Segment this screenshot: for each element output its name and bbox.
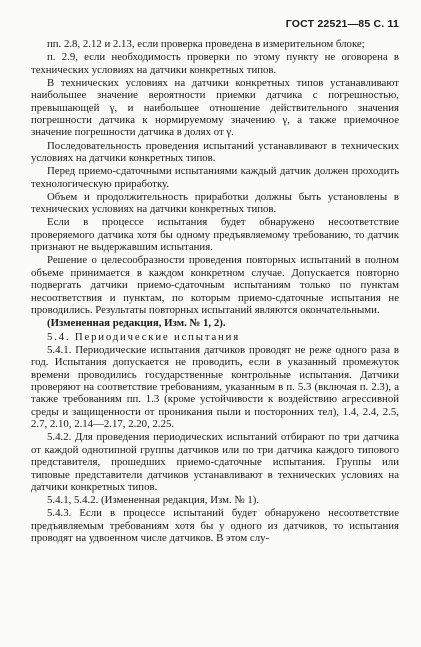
amendment-note: 5.4.1, 5.4.2. (Измененная редакция, Изм. № 1). (47, 494, 260, 507)
paragraph: Объем и продолжительность приработки должны быть установлены в технических условиях на датчики конкретных типов. (31, 190, 399, 216)
paragraph: Если в процессе испытания будет обнаружено несоответствие проверяемого датчика хотя бы одному предъявляемому требованию, то датчик признают не выдержавшим испытания. (31, 216, 399, 254)
page-header: ГОСТ 22521—85 С. 11 (285, 18, 399, 30)
paragraph: Решение о целесообразности проведения повторных испытаний в полном объеме принимается в каждом конкретном случае. Допускается повторно подвергать датчики приемо-сдаточным испытаниям только по пунктам несоответствия и пунктам, по которым приемо-сдаточные испытания не проводились. Результаты повторных испытаний являются окончательными. (31, 254, 399, 317)
section-heading: 5.4. Периодические испытания (47, 330, 240, 343)
paragraph: пп. 2.8, 2.12 и 2.13, если проверка проведена в измерительном блоке; (47, 38, 365, 50)
paragraph: Последовательность проведения испытаний устанавливают в технических условиях на датчики конкретных типов. (31, 139, 399, 165)
paragraph: 5.4.1. Периодические испытания датчиков проводят не реже одного раза в год. Испытания допускается не проводить, если в указанный промежуток времени проводились государственные контрольные испытания. Датчики проверяют на соответствие требованиям, указанным в п. 5.3 (включая п. 2.3), а также требованиям пп. 1.3 (кроме устойчивости к воздействию агрессивной среды и защищенности от проникания пыли и посторонних тел), 1.4, 2.4, 2.5, 2.7, 2.10, 2.14—2.17, 2.20, 2.25. (31, 343, 399, 431)
paragraph: 5.4.3. Если в процессе испытаний будет обнаружено несоответствие предъявляемым требованиям хотя бы у одного из датчиков, то испытания проводят на удвоенном числе датчиков. В этом слу- (31, 507, 399, 545)
document-body (31, 38, 399, 545)
paragraph: В технических условиях на датчики конкретных типов устанавливают наибольшее значение вероятности приемки датчика с погрешностью, превышающей γ, и наибольшее отношение действительного значения погрешности датчика к нормируемому значению γ, а также приемочное значение погрешности датчика в долях от γ. (31, 76, 399, 139)
paragraph: 5.4.2. Для проведения периодических испытаний отбирают по три датчика от каждой однотипной группы датчиков или по три датчика каждого типового представителя, прошедших приемо-сдаточные испытания. Группы или типовые представители датчиков устанавливают в технических условиях на датчики конкретных типов. (31, 431, 399, 493)
paragraph: п. 2.9, если необходимость проверки по этому пункту не оговорена в технических условиях на датчики конкретных типов. (31, 51, 399, 76)
amendment-note: (Измененная редакция, Изм. № 1, 2). (47, 317, 226, 330)
paragraph: Перед приемо-сдаточными испытаниями каждый датчик должен проходить технологическую приработку. (31, 165, 399, 190)
